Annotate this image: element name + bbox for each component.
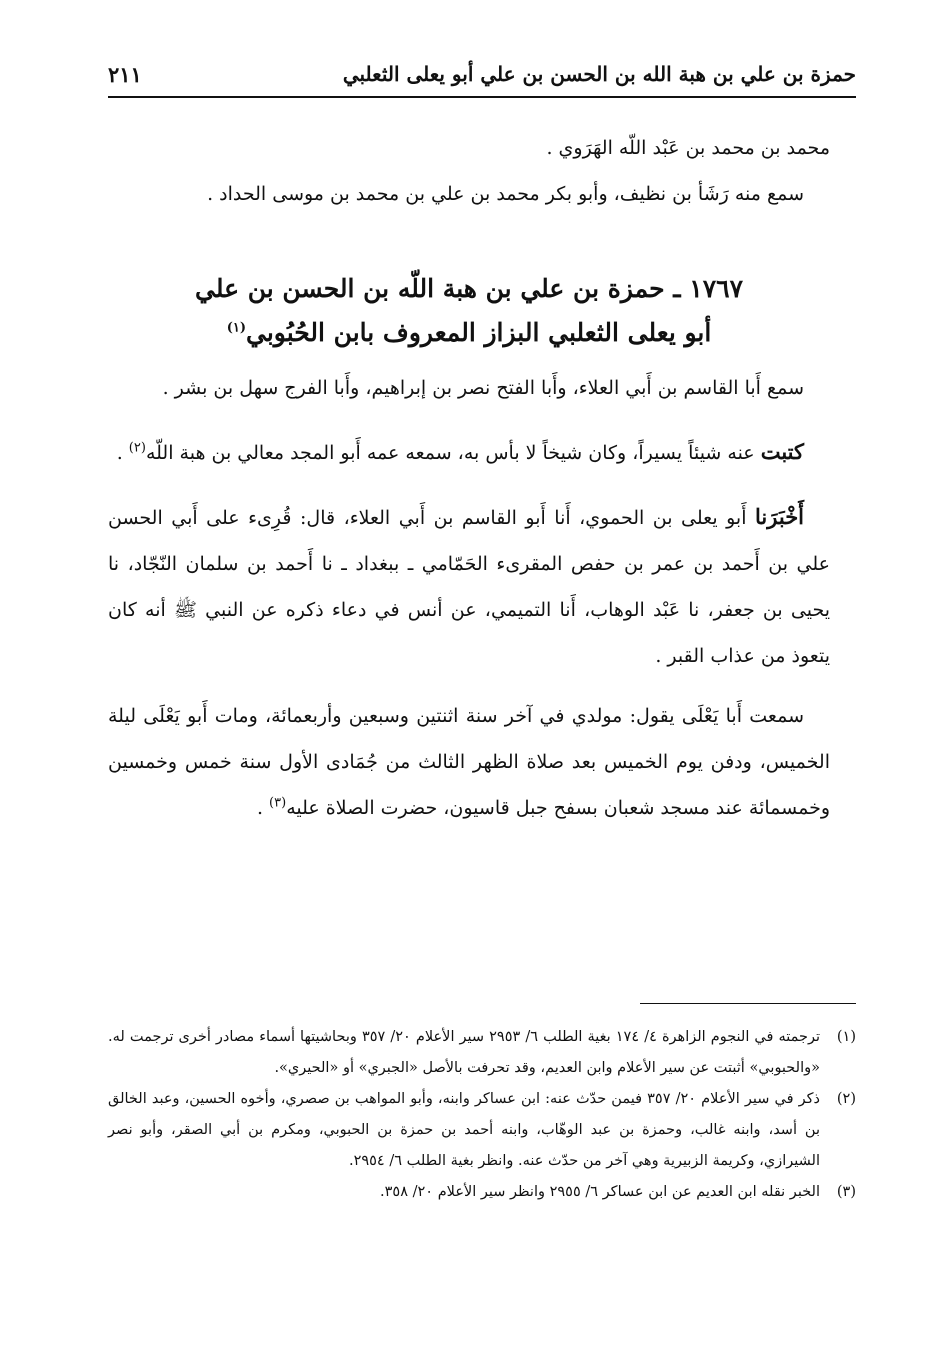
footnote-1 [108,1022,856,1084]
footnote-text: ذكر في سير الأعلام ٢٠/ ٣٥٧ فيمن حدّث عنه: ابن عساكر وابنه، وأبو المواهب بن صصري، وأخوه الحسين، وعبد الخالق بن أسد، وابنه غالب، وحمزة بن عبد الوهّاب، وابنه أحمد بن حمزة بن الحبوبي، ومكرم بن أبي الصقر، وأبو نصر الشيرازي، وكريمة الزبيرية وهي آخر من حدّث عنه. وانظر بغية الطلب ٦/ ٢٩٥٤. [108,1091,820,1169]
paragraph-4-end: . [116,442,129,464]
paragraph-6-end: . [256,797,270,819]
paragraph-5 [108,494,830,679]
main-text [108,125,830,831]
footnote-number: (٢) [836,1091,856,1107]
paragraph-2: سمع منه رَشَأ بن نظيف، وأبو بكر محمد بن علي بن محمد بن موسى الحداد . [207,183,804,205]
footnote-divider [640,1003,856,1004]
footnote-ref-2: (٢) [128,440,146,456]
entry-heading-line-2-text: أبو يعلى الثعلبي البزاز المعروف بابن الحُبُوبي [246,318,712,347]
paragraph-4 [108,429,830,476]
entry-heading-line-2 [108,311,830,355]
page-number: ٢١١ [108,62,142,87]
footnote-number: (١) [836,1029,856,1045]
footnotes [108,1022,856,1208]
entry-heading-line-1: ١٧٦٧ ـ حمزة بن علي بن هبة اللّه بن الحسن بن علي [194,274,743,303]
paragraph-1: محمد بن محمد بن عَبْد اللّه الهَرَوي . [546,137,830,159]
footnote-ref-3: (٣) [269,795,287,811]
paragraph-6-text: سمعت أَبا يَعْلَى يقول: مولدي في آخر سنة اثنتين وسبعين وأربعمائة، ومات أَبو يَعْلَى ليلة الخميس، ودفن يوم الخميس بعد صلاة الظهر الثالث من جُمَادى الأول سنة خمس وخمسين وخمسمائة عند مسجد شعبان بسفح جبل قاسيون، حضرت الصلاة عليه [108,705,830,819]
paragraph-6 [108,693,830,831]
footnote-text: ترجمته في النجوم الزاهرة ٤/ ١٧٤ بغية الطلب ٦/ ٢٩٥٣ سير الأعلام ٢٠/ ٣٥٧ وبحاشيتها أسماء مصادر أخرى ترجمت له. «والحبوبي» أثبتت عن سير الأعلام وابن العديم، وقد تحرفت بالأصل «الجبري» أو «الحيري». [108,1029,821,1076]
footnote-3 [108,1177,856,1208]
page-header [108,56,856,98]
paragraph-4-text: عنه شيئاً يسيراً، وكان شيخاً لا بأس به، سمعه عمه أَبو المجد معالي بن هبة اللّه [145,442,755,464]
footnote-text: الخبر نقله ابن العديم عن ابن عساكر ٦/ ٢٩٥٥ وانظر سير الأعلام ٢٠/ ٣٥٨. [380,1184,820,1200]
running-title: حمزة بن علي بن هبة الله بن الحسن بن علي أبو يعلى الثعلبي [342,62,856,86]
paragraph-3: سمع أَبا القاسم بن أَبي العلاء، وأَبا الفتح نصر بن إبراهيم، وأَبا الفرج سهل بن بشر . [162,377,804,399]
entry-heading [108,267,830,355]
paragraph-5-text: أَبو يعلى بن الحموي، أَنا أَبو القاسم بن أَبي العلاء، قال: قُرِىء على أَبي الحسن علي بن أَحمد بن عمر بن حفص المقرىء الحَمّامي ـ ببغداد ـ نا أَحمد بن سلمان النّجّاد، نا يحيى بن جعفر، نا عَبْد الوهاب، أَنا التميمي، عن أنس في دعاء ذكره عن النبي ﷺ أنه كان يتعوذ من عذاب القبر . [108,507,830,667]
footnote-number: (٣) [836,1184,856,1200]
footnote-ref-1: (١) [226,320,246,336]
keyword-akhbarana: أَخْبَرَنا [755,504,805,529]
keyword-katabtu: كتبت [760,439,804,464]
footnote-2 [108,1084,856,1177]
